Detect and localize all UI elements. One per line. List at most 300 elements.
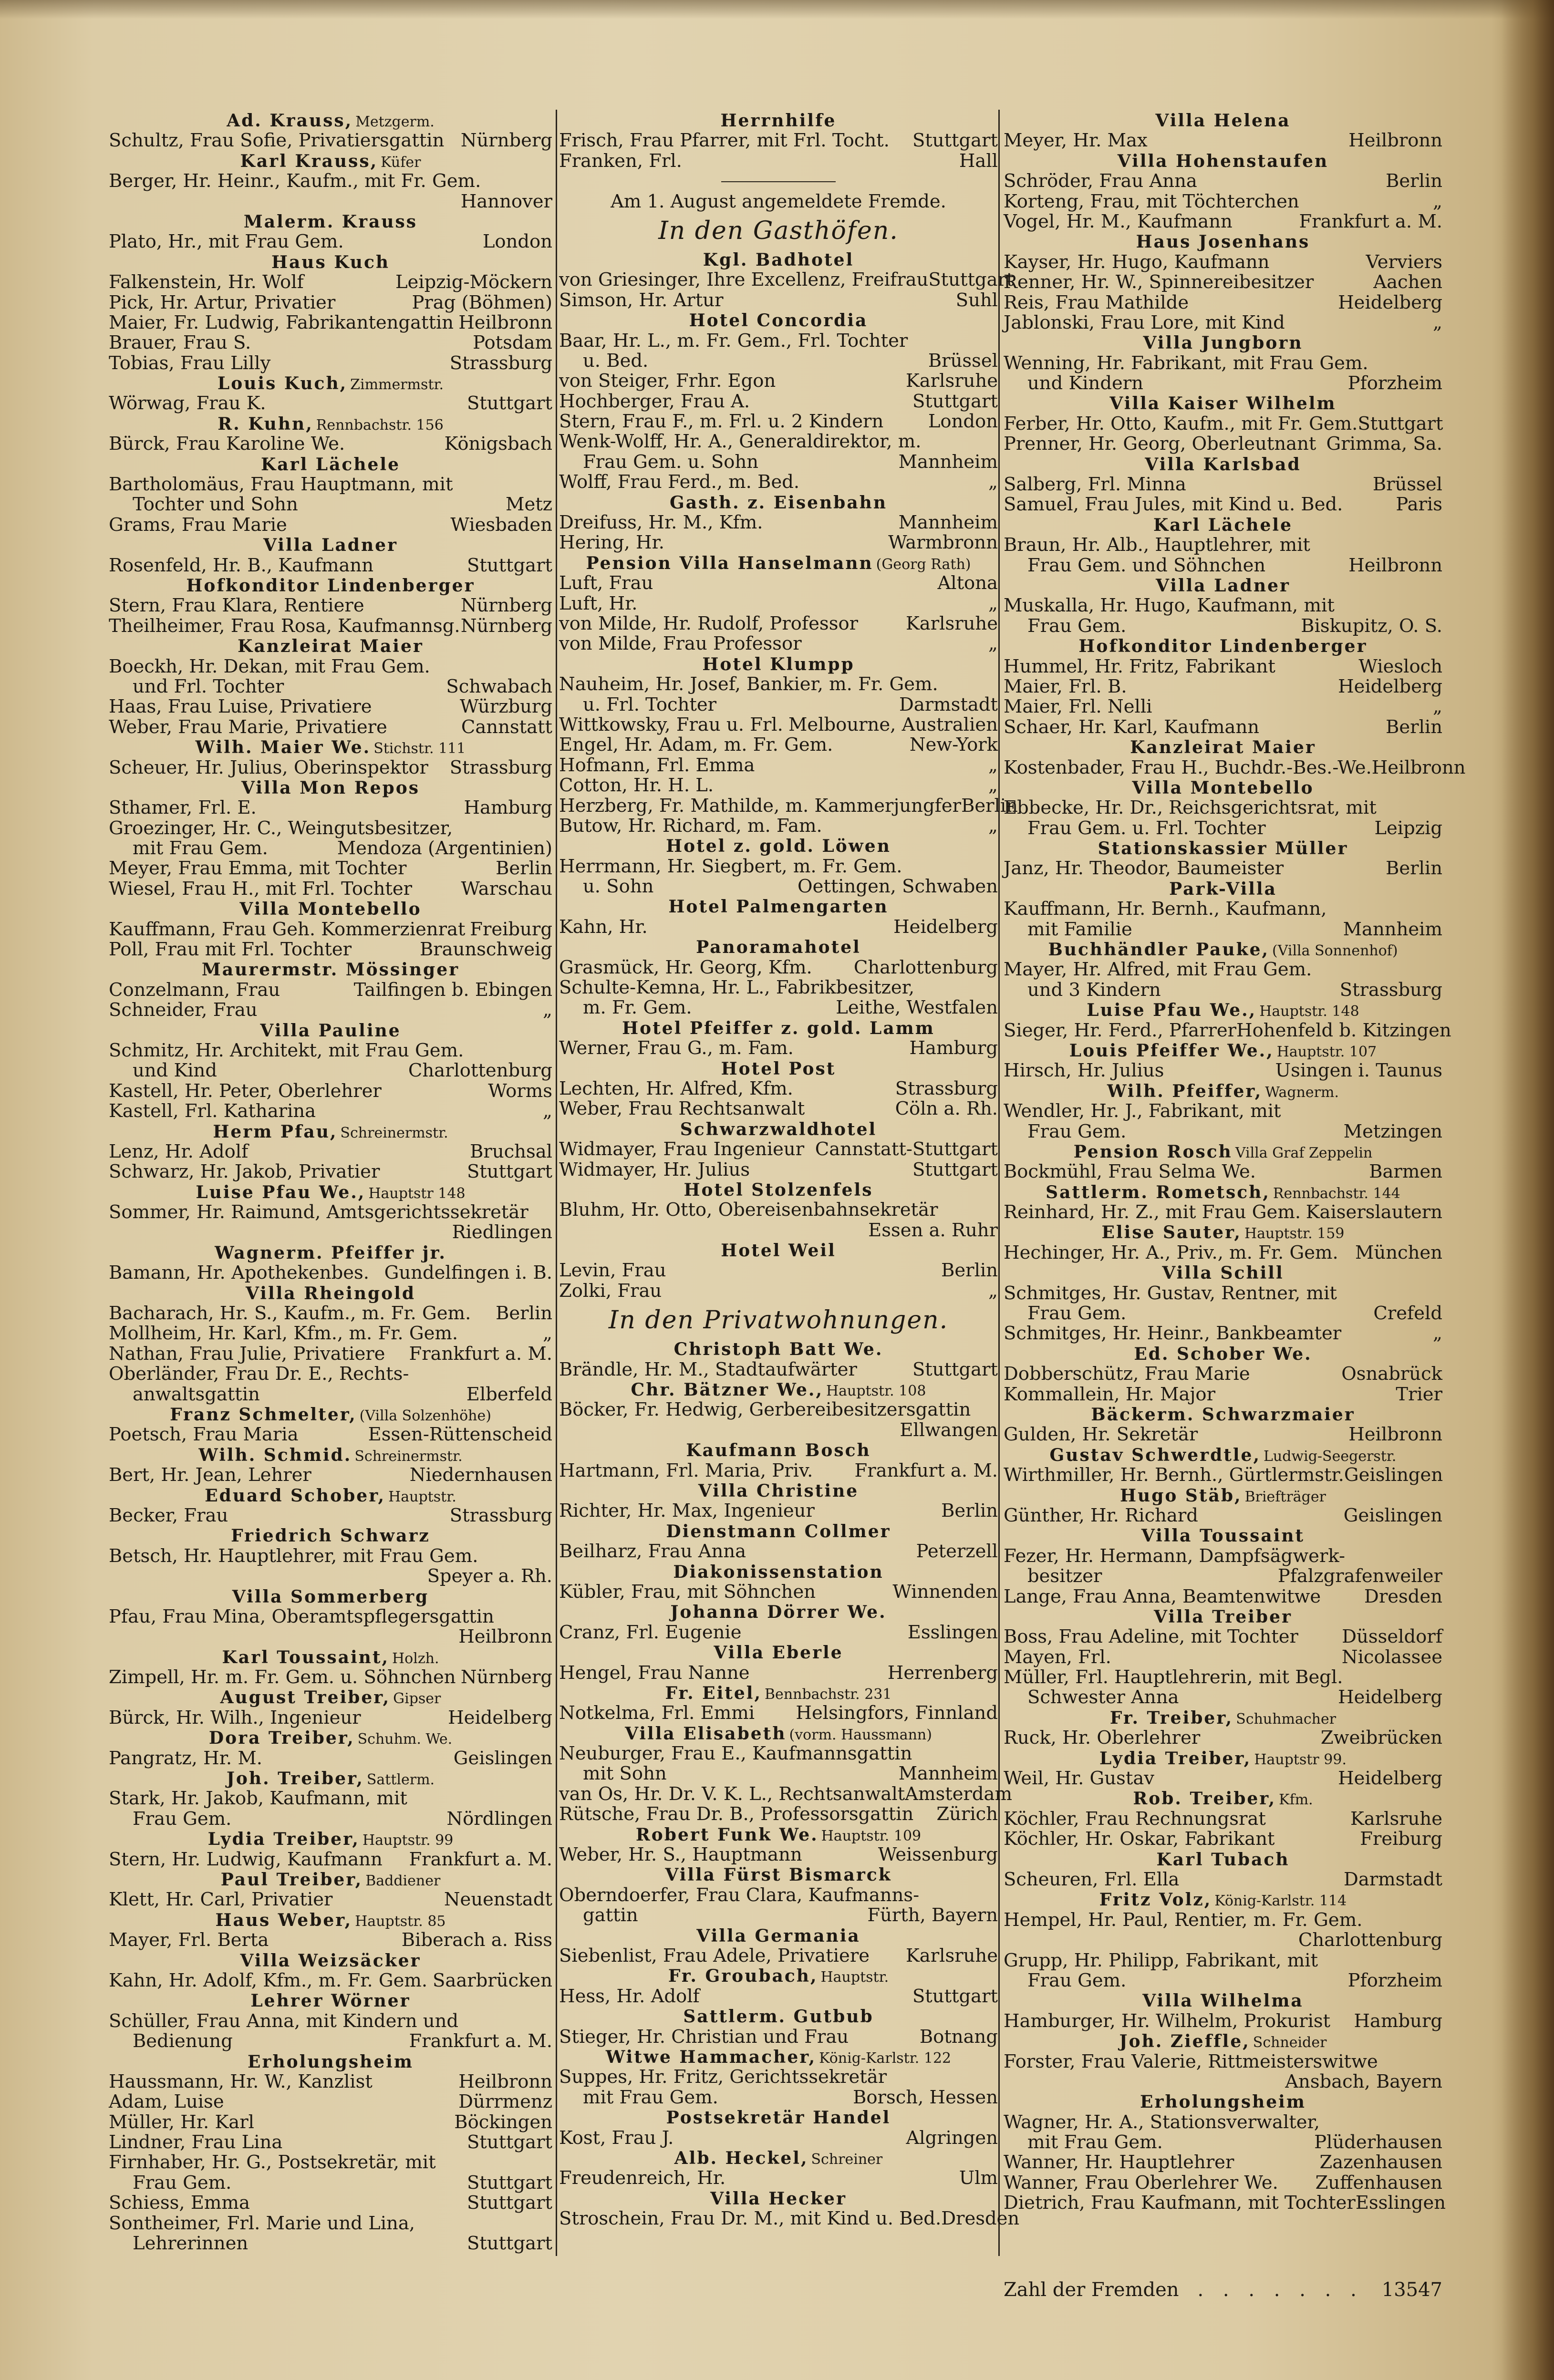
guest-name: Müller, Hr. Karl [109, 2111, 254, 2133]
guest-name: Boss, Frau Adeline, mit Tochter [1004, 1626, 1298, 1648]
guest-origin: Stuttgart [466, 2132, 552, 2153]
guest-entry [109, 1202, 552, 1222]
host-name: Park-Villa [1169, 879, 1277, 899]
guest-entry [559, 857, 998, 877]
guest-entry [559, 1582, 998, 1602]
guest-entry [1004, 1769, 1442, 1789]
host-heading [1004, 151, 1442, 171]
guest-entry [1004, 373, 1442, 393]
guest-entry [109, 2193, 552, 2213]
host-heading [109, 535, 552, 555]
host-name: Villa Montebello [239, 899, 422, 920]
guest-origin: Dresden [941, 2208, 1020, 2230]
guest-name: mit Frau Gem. [133, 838, 268, 859]
guest-entry [1004, 2132, 1442, 2152]
guest-entry [109, 393, 552, 414]
guest-origin: Algringen [906, 2127, 998, 2149]
guest-entry [109, 697, 552, 717]
guest-origin: Metzingen [1343, 1120, 1442, 1142]
guest-entry [559, 2208, 1020, 2230]
guest-name: Rütsche, Frau Dr. B., Professorsgattin [559, 1803, 914, 1825]
guest-entry [559, 1221, 998, 1241]
host-name: Hotel Klumpp [702, 654, 855, 674]
guest-name: Scheuren, Frl. Ella [1004, 1868, 1180, 1890]
guest-entry [559, 1400, 998, 1420]
host-name: Fr. Treiber, [1109, 1707, 1233, 1728]
host-name: Fr. Groubach, [668, 1966, 818, 1987]
host-name: Witwe Hammacher, [605, 2047, 817, 2067]
guest-name: von Milde, Frau Professor [559, 633, 802, 655]
host-name: Hugo Stäb, [1120, 1485, 1242, 1506]
guest-name: Hengel, Frau Nanne [559, 1662, 750, 1684]
host-heading [559, 1481, 998, 1501]
guest-origin: Heilbronn [458, 2070, 552, 2092]
guest-entry [109, 1566, 552, 1586]
guest-name: Scheuer, Hr. Julius, Oberinspektor [109, 756, 428, 778]
host-heading [559, 1180, 998, 1200]
guest-origin: Neuenstadt [444, 1889, 552, 1911]
host-heading [559, 310, 998, 331]
guest-entry [559, 877, 998, 897]
guest-origin: „ [543, 1323, 552, 1345]
host-note: Zimmermstr. [350, 376, 444, 393]
guest-origin: Esslingen [907, 1621, 998, 1643]
guest-origin: Stuttgart [466, 2233, 552, 2255]
guest-origin: Karlsruhe [1350, 1808, 1442, 1830]
guest-origin: Frankfurt a. M. [409, 2030, 552, 2052]
guest-entry [559, 1501, 998, 1521]
guest-origin: „ [988, 775, 998, 797]
guest-origin: Berlin [941, 1260, 998, 1282]
guest-name: Kost, Frau J. [559, 2127, 674, 2149]
host-heading [1004, 940, 1442, 960]
guest-name: Günther, Hr. Richard [1004, 1504, 1198, 1526]
guest-entry [1004, 434, 1442, 454]
host-name: Karl Lächele [1153, 515, 1293, 535]
guest-name: Weber, Frau Marie, Privatiere [109, 716, 387, 738]
host-name: Kgl. Badhotel [703, 249, 854, 270]
host-name: Rob. Treiber, [1133, 1789, 1276, 1809]
guest-entry [559, 1804, 998, 1824]
guest-entry [1004, 2173, 1442, 2193]
column-rule-2 [998, 110, 1000, 2256]
guest-origin: Frankfurt a. M. [1299, 210, 1442, 232]
guest-origin: Charlottenburg [853, 956, 998, 978]
host-name: Sattlerm. Rometsch, [1046, 1182, 1270, 1202]
guest-origin: Botnang [919, 2026, 998, 2048]
column-1 [109, 111, 552, 2254]
guest-origin: Heidelberg [1338, 291, 1442, 313]
guest-entry [109, 1506, 552, 1526]
guest-origin: Stuttgart [912, 130, 998, 152]
guest-name: Frau Gem. u. Sohn [583, 451, 759, 473]
guest-entry [559, 1744, 998, 1764]
guest-name: Adam, Luise [109, 2091, 224, 2113]
guest-entry [109, 1465, 552, 1485]
host-name: Hotel Palmengarten [668, 897, 889, 917]
guest-name: m. Fr. Gem. [583, 997, 692, 1019]
guest-entry [109, 2214, 552, 2234]
guest-origin: Aachen [1373, 271, 1442, 293]
guest-entry [1004, 1809, 1442, 1829]
guest-origin: Zürich [936, 1803, 998, 1825]
guest-origin: London [482, 231, 552, 253]
host-note: Briefträger [1244, 1488, 1326, 1505]
host-note: (Villa Sonnenhof) [1272, 942, 1398, 960]
guest-entry [109, 657, 552, 677]
guest-entry [1004, 616, 1442, 636]
guest-origin: Mannheim [898, 512, 998, 534]
host-heading [1004, 455, 1442, 475]
guest-origin: Freiburg [470, 918, 552, 940]
host-heading [559, 1339, 998, 1359]
guest-entry [109, 1344, 552, 1364]
host-name: Ed. Schober We. [1134, 1344, 1312, 1364]
guest-entry [1004, 1667, 1442, 1687]
guest-entry [109, 1324, 552, 1344]
host-note: Rennbachstr. 156 [316, 416, 444, 434]
guest-origin: Pfalzgrafenweiler [1277, 1565, 1442, 1587]
guest-name: anwaltsgattin [133, 1383, 260, 1405]
guest-name: Simson, Hr. Artur [559, 289, 724, 311]
guest-origin: „ [988, 815, 998, 837]
guest-name: Wendler, Hr. J., Fabrikant, mit [1004, 1100, 1281, 1122]
column-2 [559, 111, 1020, 2230]
host-heading [1004, 1041, 1442, 1061]
guest-name: Hofmann, Frl. Emma [559, 754, 755, 776]
guest-name: Hochberger, Frau A. [559, 390, 750, 412]
guest-name: von Griesinger, Ihre Excellenz, Freifrau [559, 269, 929, 291]
host-note: König-Karlstr. 122 [819, 2049, 952, 2067]
host-note: Hauptstr. [388, 1488, 456, 1505]
host-heading [109, 151, 552, 171]
host-name: Paul Treiber, [220, 1869, 363, 1890]
guest-name: Cotton, Hr. H. L. [559, 775, 714, 797]
host-heading [559, 897, 998, 917]
guest-name: Tobias, Frau Lilly [109, 352, 271, 374]
host-heading [559, 2007, 998, 2027]
guest-name: Neuburger, Frau E., Kaufmannsgattin [559, 1743, 912, 1765]
guest-name: Wenning, Hr. Fabrikant, mit Frau Gem. [1004, 352, 1368, 374]
guest-entry [1004, 131, 1442, 151]
guest-entry [109, 1850, 552, 1870]
announcement-line: Am 1. August angemeldete Fremde. [611, 190, 946, 212]
guest-entry [559, 331, 998, 351]
host-name: Villa Schill [1162, 1263, 1284, 1283]
guest-entry [109, 272, 552, 292]
guest-origin: Heidelberg [1338, 675, 1442, 697]
guest-name: Schwarz, Hr. Jakob, Privatier [109, 1161, 380, 1183]
host-heading [559, 1119, 998, 1139]
host-name: Villa Elisabeth [625, 1723, 787, 1744]
total-count: 13547 [1381, 2278, 1442, 2301]
guest-origin: „ [988, 592, 998, 614]
guest-name: Sommer, Hr. Raimund, Amtsgerichtssekretär [109, 1201, 528, 1223]
guest-origin: Heidelberg [893, 916, 998, 938]
guest-entry [1004, 535, 1442, 555]
guest-entry [559, 151, 998, 171]
host-name: Diakonissenstation [673, 1562, 884, 1582]
guest-name: Engel, Hr. Adam, m. Fr. Gem. [559, 734, 833, 756]
host-heading [1004, 111, 1442, 131]
guest-origin: Essen a. Ruhr [868, 1219, 998, 1241]
host-heading [109, 1587, 552, 1607]
host-heading [109, 737, 552, 757]
host-heading [109, 212, 552, 232]
guest-entry [1004, 2112, 1442, 2132]
host-heading [1004, 1182, 1442, 1202]
guest-name: Hering, Hr. [559, 532, 664, 554]
guest-origin: Brüssel [1372, 474, 1442, 496]
guest-name: Kostenbader, Frau H., Buchdr.-Bes.-We. [1004, 756, 1372, 778]
guest-name: Suppes, Hr. Fritz, Gerichtssekretär [559, 2066, 887, 2088]
guest-entry [559, 573, 998, 593]
guest-entry [109, 2234, 552, 2254]
guest-entry [1004, 1061, 1442, 1081]
guest-origin: Saarbrücken [432, 1969, 552, 1991]
guest-origin: „ [988, 754, 998, 776]
host-name: Elise Sauter, [1101, 1222, 1242, 1243]
host-heading [109, 1021, 552, 1041]
guest-entry [109, 2152, 552, 2173]
host-heading [109, 1951, 552, 1971]
host-heading [1004, 2092, 1442, 2112]
guest-entry [1004, 1647, 1442, 1667]
guest-name: Schwester Anna [1027, 1687, 1179, 1708]
guest-origin: Riedlingen [452, 1221, 552, 1243]
guest-name: Haussmann, Hr. W., Kanzlist [109, 2070, 373, 2092]
guest-entry [559, 998, 998, 1018]
guest-entry [1004, 859, 1442, 879]
guest-name: Gulden, Hr. Sekretär [1004, 1424, 1198, 1446]
guest-name: Frau Gem. u. Frl. Tochter [1027, 817, 1266, 839]
guest-origin: Nürnberg [460, 1666, 552, 1688]
guest-name: Maier, Frl. B. [1004, 675, 1127, 697]
guest-origin: Geislingen [1344, 1464, 1443, 1486]
host-note: Schreinermstr. [354, 1448, 463, 1465]
guest-origin: Mannheim [1343, 918, 1442, 940]
host-heading [1004, 1749, 1442, 1769]
host-heading [109, 1769, 552, 1789]
host-name: Villa Hecker [710, 2188, 847, 2209]
host-heading [1004, 1405, 1442, 1425]
guest-name: Brauer, Frau S. [109, 332, 251, 354]
host-heading [1004, 1708, 1442, 1728]
guest-name: Samuel, Frau Jules, mit Kind u. Bed. [1004, 494, 1343, 516]
host-name: Villa Treiber [1154, 1606, 1292, 1627]
guest-entry [109, 717, 552, 737]
host-note: König-Karlstr. 114 [1214, 1893, 1347, 1910]
guest-origin: Worms [488, 1080, 552, 1102]
guest-name: Lenz, Hr. Adolf [109, 1140, 249, 1162]
guest-entry [109, 475, 552, 495]
guest-name: Tochter und Sohn [133, 494, 298, 516]
host-name: Wilh. Schmid. [198, 1445, 352, 1465]
guest-entry [1004, 1364, 1442, 1384]
guest-name: Franken, Frl. [559, 150, 682, 172]
guest-origin: Wiesbaden [450, 514, 552, 536]
guest-name: Zolki, Frau [559, 1280, 662, 1302]
guest-entry [109, 313, 552, 333]
guest-origin: München [1355, 1242, 1442, 1263]
column-rule-1 [556, 110, 557, 2256]
guest-origin: Warmbronn [888, 532, 998, 554]
guest-origin: Heidelberg [1338, 1768, 1442, 1790]
host-name: Wilh. Pfeiffer, [1107, 1081, 1263, 1101]
host-note: Hauptstr 99. [1254, 1751, 1347, 1768]
guest-name: Böcker, Fr. Hedwig, Gerbereibesitzersgattin [559, 1399, 971, 1421]
guest-origin: Paris [1396, 494, 1442, 516]
guest-origin: Herrenberg [887, 1662, 998, 1684]
guest-entry [559, 432, 998, 452]
guest-name: Hamburger, Hr. Wilhelm, Prokurist [1004, 2010, 1331, 2032]
guest-origin: Gundelfingen i. B. [384, 1262, 552, 1284]
host-name: Maurermstr. Mössinger [201, 960, 460, 980]
guest-entry [109, 2112, 552, 2132]
guest-name: Brändle, Hr. M., Stadtaufwärter [559, 1358, 857, 1380]
guest-name: Frau Gem. [1027, 1120, 1127, 1142]
guest-entry [559, 776, 998, 796]
guest-name: Kahn, Hr. Adolf, Kfm., m. Fr. Gem. [109, 1969, 428, 1991]
host-name: Karl Toussaint, [222, 1647, 390, 1667]
guest-entry [559, 795, 1018, 817]
guest-name: mit Sohn [583, 1763, 667, 1785]
guest-name: Grams, Frau Marie [109, 514, 287, 536]
guest-entry [109, 940, 552, 960]
guest-entry [1004, 1425, 1442, 1445]
host-name: Ad. Krauss, [227, 111, 353, 131]
host-name: August Treiber, [220, 1687, 391, 1708]
host-name: Hofkonditor Lindenberger [186, 575, 475, 596]
guest-name: Hechinger, Hr. A., Priv., m. Fr. Gem. [1004, 1242, 1338, 1263]
host-heading [559, 1643, 998, 1663]
guest-origin: Essen-Rüttenscheid [368, 1424, 552, 1446]
host-heading [559, 1018, 998, 1038]
guest-entry [559, 1703, 998, 1723]
leader-dots: . . . . . . . [1197, 2278, 1363, 2301]
host-name: Hotel Concordia [689, 310, 868, 331]
host-name: Haus Weber, [215, 1910, 352, 1930]
guest-name: Falkenstein, Hr. Wolf [109, 271, 304, 293]
host-name: Hofkonditor Lindenberger [1078, 636, 1368, 657]
guest-entry [559, 695, 998, 715]
guest-name: Pick, Hr. Artur, Privatier [109, 291, 336, 313]
guest-origin: Berlin [1386, 170, 1442, 192]
host-name: Johanna Dörrer We. [670, 1602, 887, 1623]
host-heading [1004, 1142, 1442, 1162]
guest-entry [109, 1425, 552, 1445]
guest-name: u. Bed. [583, 350, 649, 372]
guest-name: Weil, Hr. Gustav [1004, 1768, 1155, 1790]
guest-entry [559, 917, 998, 937]
guest-origin: Schwabach [446, 675, 552, 697]
guest-name: u. Frl. Tochter [583, 693, 717, 715]
host-name: Friedrich Schwarz [231, 1526, 430, 1546]
guest-entry [109, 353, 552, 373]
guest-name: Bert, Hr. Jean, Lehrer [109, 1464, 311, 1486]
guest-name: Köchler, Hr. Oskar, Fabrikant [1004, 1828, 1275, 1850]
host-name: Villa Germania [696, 1925, 860, 1946]
guest-entry [559, 2128, 998, 2148]
host-name: Hotel Stolzenfels [684, 1180, 873, 1200]
guest-name: mit Frau Gem. [583, 2086, 718, 2108]
host-heading [109, 1991, 552, 2011]
guest-entry [109, 2132, 552, 2152]
guest-name: Bürck, Frau Karoline We. [109, 433, 345, 455]
guest-origin: Cöln a. Rh. [895, 1098, 998, 1120]
host-name: Villa Pauline [260, 1020, 401, 1041]
guest-name: Hirsch, Hr. Julius [1004, 1060, 1164, 1082]
guest-name: Luft, Hr. [559, 592, 638, 614]
guest-entry [109, 1607, 552, 1627]
guest-entry [1004, 1465, 1442, 1485]
host-heading [1004, 737, 1442, 757]
guest-entry [1004, 1627, 1442, 1647]
host-name: Karl Lächele [260, 454, 400, 475]
guest-name: Schmitges, Hr. Gustav, Rentner, mit [1004, 1282, 1337, 1304]
guest-origin: Strassburg [449, 1504, 552, 1526]
host-name: Karl Krauss, [240, 151, 378, 171]
guest-entry [559, 1623, 998, 1643]
guest-name: Forster, Frau Valerie, Rittmeisterswitwe [1004, 2050, 1378, 2072]
host-name: Erholungsheim [248, 2051, 414, 2072]
guest-entry [559, 290, 998, 310]
host-name: Panoramahotel [696, 937, 861, 958]
guest-name: Bamann, Hr. Apothekenbes. [109, 1262, 370, 1284]
guest-entry [1004, 1829, 1442, 1849]
host-note: Hauptstr. 108 [826, 1383, 926, 1400]
guest-origin: Berlin [496, 1303, 552, 1325]
guest-entry [109, 1971, 552, 1991]
guest-name: Stark, Hr. Jakob, Kaufmann, mit [109, 1788, 407, 1810]
host-note: Kfm. [1279, 1791, 1313, 1809]
guest-entry [1004, 1162, 1442, 1182]
host-name: Villa Montebello [1132, 777, 1314, 798]
guest-name: Schmitges, Hr. Heinr., Bankbeamter [1004, 1323, 1342, 1345]
guest-entry [109, 859, 552, 879]
host-heading [559, 1602, 998, 1622]
guest-origin: Wiesloch [1358, 655, 1442, 677]
guest-entry [109, 1142, 552, 1162]
guest-name: Schröder, Frau Anna [1004, 170, 1197, 192]
guest-origin: Heilbronn [1371, 756, 1466, 778]
guest-name: van Os, Hr. Dr. V. K. L., Rechtsanwalt [559, 1783, 905, 1805]
guest-entry [109, 920, 552, 940]
guest-name: Berger, Hr. Heinr., Kaufm., mit Fr. Gem. [109, 170, 481, 192]
guest-origin: Strassburg [449, 756, 552, 778]
guest-entry [109, 1081, 552, 1101]
guest-entry [109, 1263, 552, 1283]
guest-name: Müller, Frl. Hauptlehrerin, mit Begl. [1004, 1666, 1343, 1688]
guest-entry [1004, 697, 1442, 717]
guest-origin: Nürnberg [460, 595, 552, 617]
guest-entry [1004, 1930, 1442, 1950]
guest-name: Ebbecke, Hr. Dr., Reichsgerichtsrat, mit [1004, 797, 1377, 819]
host-note: Bennbachstr. 231 [765, 1686, 892, 1703]
guest-entry [559, 269, 1014, 291]
guest-entry [109, 1627, 552, 1647]
host-heading [1004, 1000, 1442, 1020]
guest-origin: Heilbronn [458, 1626, 552, 1648]
host-heading [1004, 1789, 1442, 1809]
host-name: Dienstmann Collmer [666, 1521, 891, 1542]
host-heading [109, 1870, 552, 1890]
guest-entry [1004, 353, 1442, 373]
guest-entry [559, 978, 998, 998]
host-heading [559, 1865, 998, 1885]
guest-origin: Oettingen, Schwaben [798, 876, 998, 898]
guest-entry [1004, 2072, 1442, 2092]
